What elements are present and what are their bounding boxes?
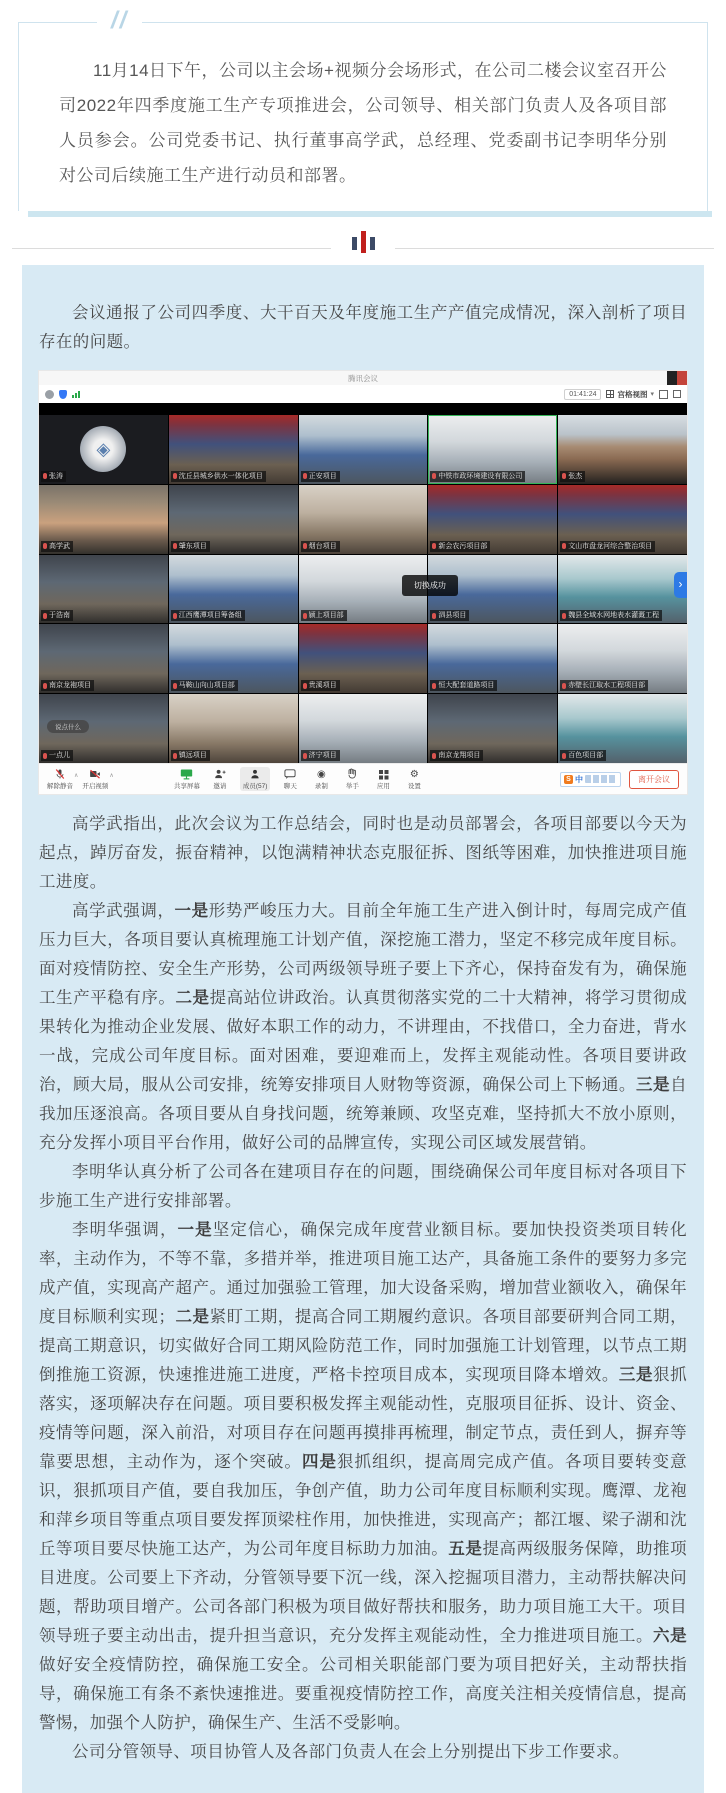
tile-name-label: 魏县全域水网地表水灌溉工程 — [560, 610, 662, 621]
mic-muted-icon — [432, 753, 436, 759]
meeting-titlebar — [39, 371, 687, 385]
raise-hand-icon — [346, 768, 358, 780]
mic-muted-icon — [173, 543, 177, 549]
tile-name-label: 南京龙袍项目 — [41, 680, 94, 691]
tile-name-label: 颍上项目部 — [301, 610, 347, 621]
mic-muted-icon — [303, 753, 307, 759]
next-page-arrow[interactable]: › — [674, 572, 687, 598]
sogou-icon: S — [564, 775, 573, 784]
record-label: 录制 — [314, 782, 328, 790]
mic-muted-icon — [43, 613, 47, 619]
video-tile[interactable] — [169, 485, 298, 554]
window-control-dark[interactable] — [667, 371, 677, 385]
apps-button[interactable] — [372, 769, 394, 790]
video-tile[interactable] — [299, 415, 428, 484]
tile-name-label: 济宁项目 — [301, 750, 340, 761]
video-tile[interactable] — [558, 624, 687, 693]
chat-button[interactable] — [279, 768, 301, 790]
mic-muted-icon — [303, 683, 307, 689]
video-tile[interactable] — [299, 694, 428, 763]
tile-name-label: 中铁市政环境建设有限公司 — [430, 471, 525, 482]
article-paragraph: 公司分管领导、项目协管人及各部门负责人在会上分别提出下步工作要求。 — [72, 1743, 630, 1761]
video-tile[interactable] — [558, 415, 687, 484]
article-page — [0, 7, 726, 1793]
ime-mode-indicator: 中 — [575, 774, 583, 784]
article-paragraph: 李明华强调，一是坚定信心，确保完成年度营业额目标。要加快投资类项目转化率，主动作为，不等不靠，多措并举，推进项目施工达产，具备施工条件的要努力多完成产值，实现高产超产。通过加强验工管理，加大设备采购，增加营业额收入，确保年度目标顺利实现；二是紧盯工期，提高合同工期履约意识。各项目部要研判合同工期，提高工期意识，切实做好合同工期风险防范工作，同时加强施工计划管理，以节点工期倒推施工资源，快速推进施工进度，严格卡控项目成本，实现项目降本增效。三是狠抓落实，逐项解决存在问题。项目要积极发挥主观能动性，克服项目征拆、设计、资金、疫情等问题，深入前沿，对项目存在问题再摸排再梳理，制定节点，责任到人，摒弃等靠要思想，主动作为，逐个突破。四是狠抓组织，提高周完成产值。各项目要转变意识，狠抓项目产值，要自我加压，争创产值，助力公司年度目标顺利实现。鹰潭、龙袍和萍乡项目等重点项目要发挥顶梁柱作用，加快推进，实现高产；都江堰、梁子湖和沈丘等项目要尽快施工达产，为公司年度目标助力加油。五是提高两级服务保障，助推项目进度。公司要上下齐动，分管领导要下沉一线，深入挖掘项目潜力，主动帮扶解决问题，帮助项目增产。公司各部门积极为项目做好帮扶和服务，助力项目施工大干。项目领导班子要主动出击，提升担当意识，充分发挥主观能动性，全力推进项目施工。六是做好安全疫情防控，确保施工安全。公司相关职能部门要为项目把好关，主动帮扶指导，确保施工有条不紊快速推进。要重视疫情防控工作，高度关注相关疫情信息，提高警惕，加强个人防护，确保生产、生活不受影响。 — [39, 1221, 687, 1732]
video-tile[interactable] — [169, 624, 298, 693]
mic-muted-icon — [173, 753, 177, 759]
av-controls-group — [47, 768, 118, 790]
mic-muted-icon — [43, 753, 47, 759]
mic-muted-icon — [562, 683, 566, 689]
tile-name-label: 一点儿 — [41, 750, 73, 761]
chevron-down-icon: ▾ — [650, 391, 654, 398]
tile-name-label: 贵溪项目 — [301, 680, 340, 691]
tile-name-label: 于浩南 — [41, 610, 73, 621]
tile-name-label: 张杰 — [560, 471, 585, 482]
video-tile[interactable] — [39, 694, 168, 763]
video-grid — [39, 415, 687, 763]
mic-muted-icon — [43, 683, 47, 689]
input-method-toolbar[interactable] — [560, 772, 621, 787]
meeting-logo-icon: ◈ — [80, 426, 126, 472]
tile-name-label: 张涛 — [41, 471, 66, 482]
tile-name-label: 高学武 — [41, 541, 73, 552]
mic-muted-icon — [173, 613, 177, 619]
camera-off-icon — [89, 768, 101, 780]
audio-device-icon[interactable] — [45, 390, 54, 399]
toolbar-right-group — [560, 770, 679, 789]
invite-button[interactable] — [209, 768, 231, 790]
video-grid-area — [39, 415, 687, 763]
article-paragraph: 高学武指出，此次会议为工作总结会，同时也是动员部署会，各项目部要以今天为起点，踔厉奋发，振奋精神，以饱满精神状态克服征拆、图纸等困难，加快推进项目施工进度。 — [39, 815, 687, 891]
share-screen-button[interactable] — [174, 768, 200, 790]
page — [0, 7, 726, 1792]
tile-name-label: 正安项目 — [301, 471, 340, 482]
unmute-label: 解除静音 — [47, 783, 73, 790]
chat-label: 聊天 — [283, 783, 297, 790]
tile-name-label: 文山市盘龙河综合整治项目 — [560, 541, 655, 552]
letterbox-bar — [39, 403, 687, 415]
fullscreen-icon[interactable] — [659, 390, 668, 399]
record-button[interactable] — [310, 769, 332, 790]
meeting-actions-group — [174, 767, 426, 791]
mic-muted-icon — [173, 473, 177, 479]
video-tile[interactable] — [558, 485, 687, 554]
meeting-top-toolbar — [39, 385, 687, 403]
divider-line-right — [395, 248, 714, 249]
video-tile[interactable] — [299, 624, 428, 693]
intro-section — [18, 7, 708, 217]
tile-name-label: 沈丘县城乡供水一体化项目 — [171, 471, 266, 482]
tile-name-label: 恒大配套道路项目 — [430, 680, 497, 691]
meeting-bottom-toolbar — [39, 763, 687, 794]
divider-bar-icon — [370, 237, 375, 250]
tile-name-label: 百色项目部 — [560, 750, 606, 761]
security-shield-icon[interactable] — [59, 390, 67, 399]
video-tile[interactable] — [428, 694, 557, 763]
start-video-label: 开启视频 — [82, 783, 109, 790]
mic-muted-icon — [432, 613, 436, 619]
mic-muted-icon — [562, 613, 566, 619]
mic-muted-icon — [562, 473, 566, 479]
video-tile[interactable] — [428, 485, 557, 554]
apps-label: 应用 — [376, 782, 390, 790]
article-panel — [22, 265, 704, 1793]
network-signal-icon — [72, 391, 80, 398]
tile-name-label: 马鞍山向山项目部 — [171, 680, 238, 691]
mic-muted-icon — [562, 753, 566, 759]
view-switch-toast: 切换成功 — [402, 575, 458, 596]
view-mode-label: 宫格视图 — [617, 389, 648, 399]
mic-muted-icon — [303, 543, 307, 549]
video-tile[interactable] — [39, 624, 168, 693]
quote-slashes-icon: // — [97, 7, 142, 35]
raise-hand-label: 举手 — [345, 783, 359, 790]
chat-input-overlay[interactable]: 说点什么 — [47, 720, 89, 733]
mic-muted-icon — [303, 473, 307, 479]
intro-paragraph: 11月14日下午，公司以主会场+视频分会场形式，在公司二楼会议室召开公司2022年四季度施工生产专项推进会，公司领导、相关部门负责人及各项目部人员参会。公司党委书记、执行董事高学武，总经理、党委副书记李明华分别对公司后续施工生产进行动员和部署。 — [59, 61, 667, 185]
invite-person-icon — [214, 768, 226, 780]
lead-paragraph: 会议通报了公司四季度、大干百天及年度施工生产产值完成情况，深入剖析了项目存在的问题。 — [39, 304, 687, 351]
gear-icon: ⚙ — [409, 768, 419, 780]
chat-bubble-icon — [284, 768, 296, 780]
grid-view-icon — [606, 390, 614, 398]
members-label: 成员(57) — [242, 783, 268, 790]
raise-hand-button[interactable] — [341, 768, 363, 790]
intro-quote-box — [18, 7, 708, 211]
tile-name-label: 烟台项目 — [301, 541, 340, 552]
unmute-button[interactable] — [47, 768, 73, 790]
invite-label: 邀请 — [213, 783, 227, 790]
video-tile[interactable] — [299, 485, 428, 554]
quote-box-shadow — [28, 211, 712, 217]
mic-muted-icon — [432, 473, 436, 479]
start-video-button[interactable] — [82, 768, 108, 790]
video-tile[interactable] — [169, 415, 298, 484]
share-screen-icon — [180, 768, 193, 780]
article-body — [39, 810, 687, 1767]
members-button[interactable] — [240, 767, 271, 791]
mic-muted-icon — [43, 473, 47, 479]
mic-muted-icon — [303, 613, 307, 619]
window-mode-icon[interactable] — [673, 390, 681, 398]
settings-button[interactable] — [403, 769, 425, 790]
meeting-window — [39, 371, 687, 794]
mic-muted-icon — [173, 683, 177, 689]
tile-name-label: 赤壁长江取水工程项目部 — [560, 680, 648, 691]
video-tile[interactable] — [39, 555, 168, 624]
video-tile[interactable] — [558, 694, 687, 763]
video-tile[interactable] — [428, 624, 557, 693]
article-paragraph: 高学武强调，一是形势严峻压力大。目前全年施工生产进入倒计时，每周完成产值压力巨大，各项目要认真梳理施工计划产值，深挖施工潜力，坚定不移完成年度目标。面对疫情防控、安全生产形势，公司两级领导班子要上下齐心，保持奋发有为，确保施工生产平稳有序。二是提高站位讲政治。认真贯彻落实党的二十大精神，将学习贯彻成果转化为推动企业发展、做好本职工作的动力，不讲理由，不找借口，全力奋进，背水一战，完成公司年度目标。面对困难，要迎难而上，发挥主观能动性。各项目要讲政治，顾大局，服从公司安排，统筹安排项目人财物等资源，确保公司上下畅通。三是自我加压逐浪高。各项目要从自身找问题，统筹兼顾、攻坚克难，坚持抓大不放小原则，充分发挥小项目平台作用，做好公司的品牌宣传，实现公司区域发展营销。 — [39, 902, 687, 1152]
view-mode-selector[interactable] — [606, 389, 654, 400]
divider-bar-icon — [352, 237, 357, 250]
tile-name-label: 泗县项目 — [430, 610, 469, 621]
share-screen-label: 共享屏幕 — [173, 783, 200, 790]
video-tile[interactable] — [428, 415, 557, 484]
mic-muted-icon — [432, 543, 436, 549]
tile-name-label: 江西鹰潭项目筹备组 — [171, 610, 245, 621]
leave-meeting-button[interactable]: 离开会议 — [629, 770, 679, 789]
article-paragraph: 李明华认真分析了公司各在建项目存在的问题，围绕确保公司年度目标对各项目下步施工生产进行安排部署。 — [39, 1163, 687, 1210]
video-tile[interactable] — [169, 555, 298, 624]
video-tile[interactable] — [39, 485, 168, 554]
meeting-window-title: 腾讯会议 — [348, 373, 378, 383]
tile-name-label: 镇远项目 — [171, 750, 210, 761]
video-tile[interactable] — [558, 555, 687, 624]
video-tile[interactable] — [39, 415, 168, 484]
mic-options-caret[interactable]: ∧ — [74, 772, 79, 779]
mic-muted-icon — [43, 543, 47, 549]
tile-name-label: 肇东项目 — [171, 541, 210, 552]
mic-muted-icon — [562, 543, 566, 549]
members-icon — [249, 768, 261, 780]
tile-name-label: 新会农污项目部 — [430, 541, 490, 552]
video-tile[interactable] — [169, 694, 298, 763]
mic-muted-icon — [54, 768, 66, 780]
record-icon: ◉ — [317, 768, 326, 780]
video-options-caret[interactable]: ∧ — [109, 772, 114, 779]
divider-bar-icon — [361, 231, 366, 253]
tile-name-label: 南京龙翔项目 — [430, 750, 483, 761]
settings-label: 设置 — [407, 782, 421, 790]
ime-tools-icons — [585, 775, 617, 783]
apps-grid-icon — [378, 769, 389, 780]
section-divider — [12, 227, 714, 253]
mic-muted-icon — [432, 683, 436, 689]
window-close-button[interactable] — [677, 371, 687, 385]
meeting-timer: 01:41:24 — [564, 389, 601, 400]
divider-line-left — [12, 248, 331, 249]
